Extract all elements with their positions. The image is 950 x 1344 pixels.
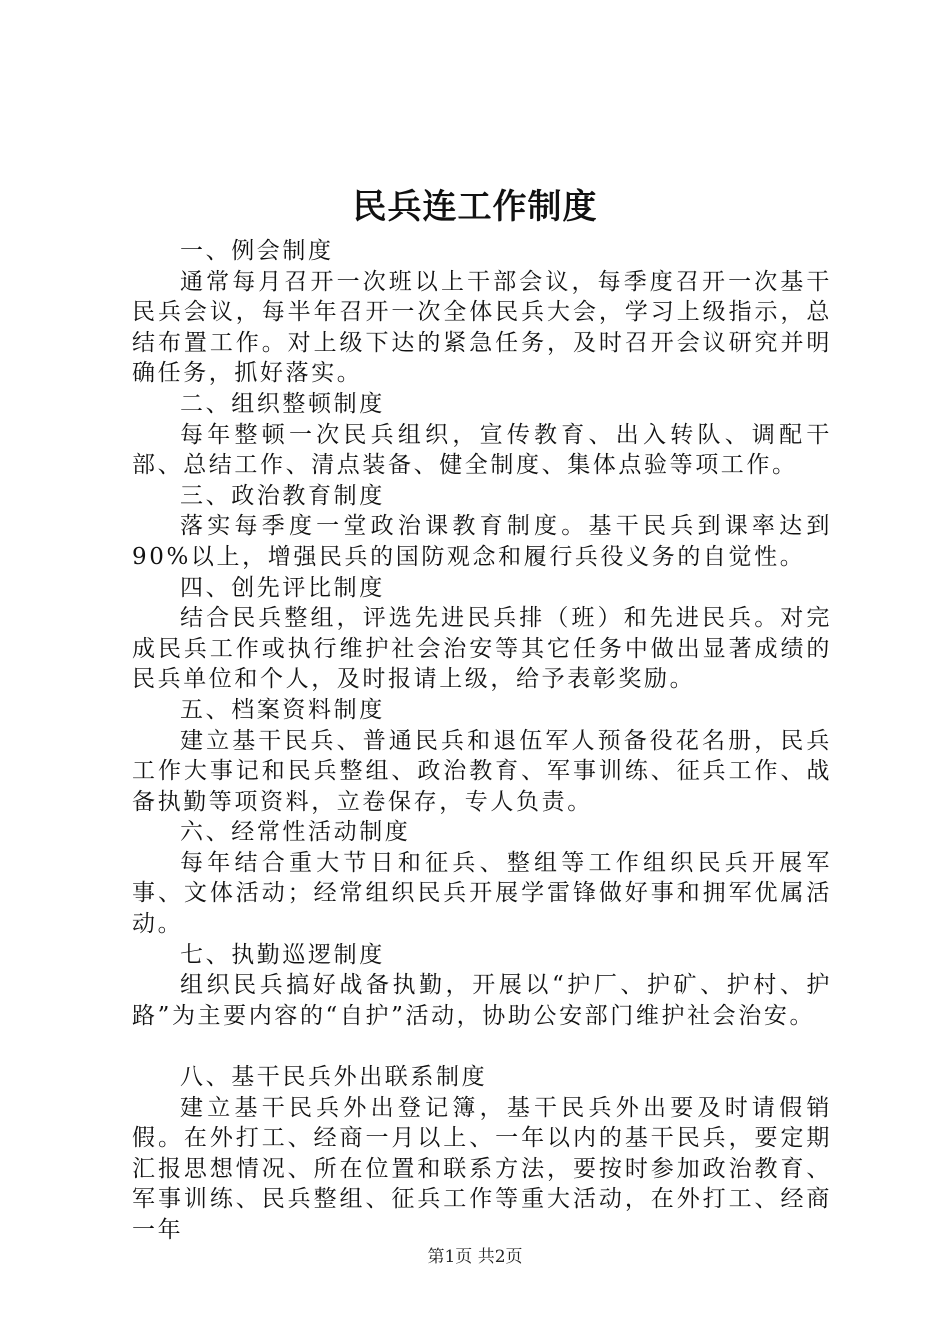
section-text-8: 建立基干民兵外出登记簿，基干民兵外出要及时请假销假。在外打工、经商一月以上、一年以内的基干民兵，要定期汇报思想情况、所在位置和联系方法，要按时参加政治教育、军事训练、民兵整组、征兵工作等重大活动，在外打工、经商一年 (132, 1094, 832, 1243)
section-heading-6: 六、经常性活动制度 (180, 819, 411, 846)
section-heading-5: 五、档案资料制度 (180, 696, 385, 723)
section-heading-7: 七、执勤巡逻制度 (180, 941, 385, 968)
blank-line (132, 1031, 832, 1062)
section-text-7: 组织民兵搞好战备执勤，开展以“护厂、护矿、护村、护路”为主要内容的“自护”活动，协助公安部门维护社会治安。 (132, 972, 832, 1029)
section-text-4: 结合民兵整组，评选先进民兵排（班）和先进民兵。对完成民兵工作或执行维护社会治安等其它任务中做出显著成绩的民兵单位和个人，及时报请上级，给予表彰奖励。 (132, 605, 832, 693)
section-heading-2: 二、组织整顿制度 (180, 390, 385, 417)
document-body (132, 236, 832, 1246)
section-heading-3: 三、政治教育制度 (180, 482, 385, 509)
section-text-5: 建立基干民兵、普通民兵和退伍军人预备役花名册，民兵工作大事记和民兵整组、政治教育、军事训练、征兵工作、战备执勤等项资料，立卷保存，专人负责。 (132, 727, 832, 815)
section-heading-1: 一、例会制度 (180, 238, 334, 264)
section-text-6: 每年结合重大节日和征兵、整组等工作组织民兵开展军事、文体活动；经常组织民兵开展学雷锋做好事和拥军优属活动。 (132, 849, 832, 938)
section-text-3: 落实每季度一堂政治课教育制度。基干民兵到课率达到90%以上，增强民兵的国防观念和履行兵役义务的自觉性。 (132, 513, 832, 570)
document-title: 民兵连工作制度 (352, 187, 598, 227)
page-number-footer: 第1页 共2页 (427, 1247, 523, 1267)
section-text-1: 通常每月召开一次班以上干部会议，每季度召开一次基干民兵会议，每半年召开一次全体民兵大会，学习上级指示，总结布置工作。对上级下达的紧急任务，及时召开会议研究并明确任务，抓好落实。 (132, 268, 832, 387)
section-text-2: 每年整顿一次民兵组织，宣传教育、出入转队、调配干部、总结工作、清点装备、健全制度、集体点验等项工作。 (132, 421, 832, 479)
section-heading-4: 四、创先评比制度 (180, 574, 385, 601)
section-heading-8: 八、基干民兵外出联系制度 (180, 1064, 488, 1091)
